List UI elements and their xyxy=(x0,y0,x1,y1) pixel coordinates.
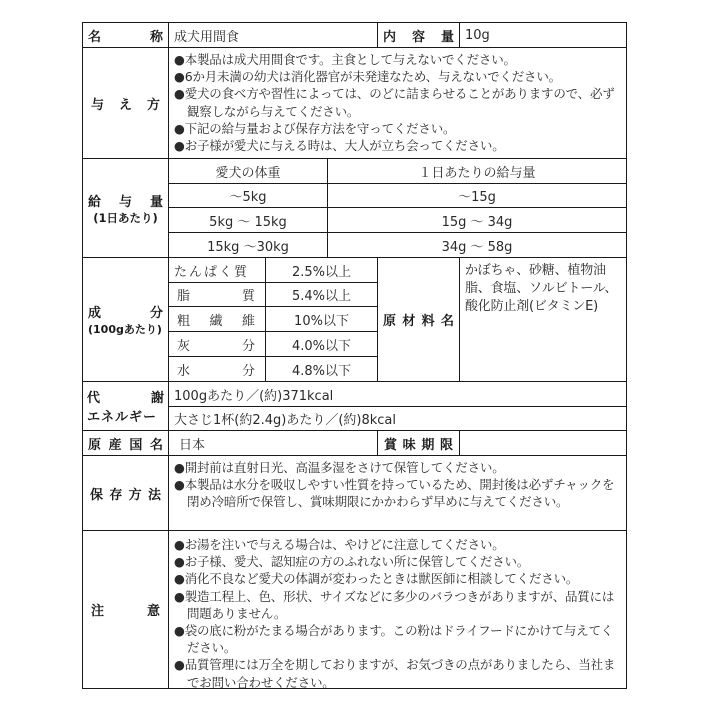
nutrient-value: 10%以下 xyxy=(266,307,378,332)
weight-cell: ～5kg xyxy=(169,184,328,208)
caution-label xyxy=(83,531,169,688)
label-char: 注 xyxy=(91,604,105,619)
label-char: 称 xyxy=(149,29,163,45)
feeding-method-item: ●下記の給与量および保存方法を守ってください。 xyxy=(174,120,456,136)
amount-header: １日あたりの給与量 xyxy=(328,159,626,184)
label-char: 保 xyxy=(90,487,104,503)
caution-item: ●製造工程上、色、形状、サイズなどに多少のバラつきがありますが、品質には問題ありません。 xyxy=(174,588,615,621)
content-label xyxy=(378,23,460,48)
storage-label xyxy=(83,456,169,531)
nutrient-name-char: 脂 xyxy=(177,289,191,304)
caution-list xyxy=(169,531,626,688)
label-char: 方 xyxy=(146,97,160,113)
caution-item: ●消化不良など愛犬の体調が変わったときは獣医師に相談してください。 xyxy=(174,571,579,587)
energy-row: 大さじ1杯(約2.4g)あたり／(約)8kcal xyxy=(169,407,626,431)
nutrient-name-char: 質 xyxy=(241,289,255,304)
label-char: 期 xyxy=(421,437,435,453)
label-char: 限 xyxy=(439,437,453,453)
label-char: 量 xyxy=(149,194,163,210)
nutrient-name xyxy=(169,258,266,283)
feeding-amount-label xyxy=(83,159,169,258)
name-value: 成犬用間食 xyxy=(169,23,378,48)
caution-item: ●お子様、愛犬、認知症の方のふれない所に保管してください。 xyxy=(174,554,530,570)
label-char: 名 xyxy=(88,29,102,45)
label-char: 意 xyxy=(146,604,160,619)
weight-cell: 15kg ～30kg xyxy=(169,233,328,258)
label-char: 分 xyxy=(149,306,163,321)
caution-item: ●品質管理には万全を期しておりますが、お気づきの点がありましたら、当社までお問い合わせください。 xyxy=(174,657,616,688)
energy-label-line2: エネルギー xyxy=(87,410,158,425)
label-char: 名 xyxy=(440,314,454,329)
nutrient-name-char: 維 xyxy=(241,313,255,329)
label-char: 材 xyxy=(402,314,416,329)
nutrient-value: 5.4%以上 xyxy=(266,283,378,307)
nutrient-name-char: 繊 xyxy=(209,313,223,329)
energy-row: 100gあたり／(約)371kcal xyxy=(169,382,626,407)
label-char: え xyxy=(118,97,132,113)
energy-label-line1 xyxy=(87,387,164,406)
feeding-method-label xyxy=(83,48,169,159)
nutrient-name-char: 分 xyxy=(241,338,255,354)
label-char: 給 xyxy=(88,194,102,210)
nutrient-name-char: 分 xyxy=(241,363,255,379)
nutrient-name-char: 粗 xyxy=(177,313,191,329)
label-char: 方 xyxy=(128,487,142,503)
feeding-method-item: ●6か月未満の幼犬は消化器官が未発達なため、与えないでください。 xyxy=(174,69,561,85)
feeding-amount-sublabel: (1日あたり) xyxy=(93,210,158,225)
label-char: 産 xyxy=(108,437,122,453)
expiry-value xyxy=(460,431,626,456)
amount-cell: 15g ～ 34g xyxy=(328,208,626,233)
storage-item: ●本製品は水分を吸収しやすい性質を持っているため、開封後は必ずチャックを閉め冷暗所で保管し、賞味期限にかかわらず早めに与えてください。 xyxy=(174,477,615,510)
feeding-amount-title xyxy=(88,191,163,210)
caution-item: ●お湯を注いで与える場合は、やけどに注意してください。 xyxy=(174,537,505,552)
label-char: 国 xyxy=(129,437,143,453)
nutrient-name xyxy=(169,357,266,382)
label-char: 原 xyxy=(383,314,397,329)
expiry-label xyxy=(378,431,460,456)
feeding-method-list xyxy=(169,48,626,159)
label-char: 与 xyxy=(91,97,105,113)
nutrient-value: 4.0%以下 xyxy=(266,332,378,357)
nutrient-value: 2.5%以上 xyxy=(266,258,378,283)
nutrient-name-text: たんぱく質 xyxy=(174,264,250,280)
label-char: 成 xyxy=(88,306,102,321)
weight-cell: 5kg ～ 15kg xyxy=(169,208,328,233)
label-char: 料 xyxy=(421,314,435,329)
nutrient-name-char: 灰 xyxy=(177,338,191,354)
label-char: 味 xyxy=(402,437,416,453)
origin-value: 日本 xyxy=(169,431,378,456)
storage-item: ●開封前は直射日光、高温多湿をさけて保管してください。 xyxy=(174,460,505,475)
caution-item: ●袋の底に粉がたまる場合があります。この粉はドライフードにかけて与えてください。 xyxy=(174,623,614,656)
energy-label xyxy=(83,382,169,431)
nutrient-value: 4.8%以下 xyxy=(266,357,378,382)
ingredients-label xyxy=(378,258,460,382)
weight-header: 愛犬の体重 xyxy=(169,159,328,184)
label-char: 存 xyxy=(109,487,123,503)
nutrient-name xyxy=(169,283,266,307)
label-char: 法 xyxy=(147,487,161,503)
product-info-table xyxy=(82,22,627,689)
label-char: 与 xyxy=(118,194,132,210)
composition-sublabel: (100gあたり) xyxy=(88,323,162,336)
composition-label xyxy=(83,258,169,382)
label-char: 名 xyxy=(149,437,163,453)
label-char: 原 xyxy=(88,437,102,453)
origin-label xyxy=(83,431,169,456)
nutrient-name xyxy=(169,332,266,357)
content-value: 10g xyxy=(460,23,626,48)
amount-cell: ～15g xyxy=(328,184,626,208)
label-char: 代 xyxy=(87,391,101,406)
label-char: 賞 xyxy=(384,437,398,453)
label-char: 量 xyxy=(440,29,454,45)
amount-cell: 34g ～ 58g xyxy=(328,233,626,258)
composition-title xyxy=(88,302,163,321)
feeding-method-item: ●愛犬の食べ方や習性によっては、のどに詰まらせることがありますので、必ず観察しながら与えてください。 xyxy=(174,86,615,119)
label-char: 謝 xyxy=(150,391,164,406)
nutrient-name-char: 水 xyxy=(177,363,191,379)
label-char: 容 xyxy=(411,29,425,45)
storage-list xyxy=(169,456,626,531)
feeding-method-item: ●お子様が愛犬に与える時は、大人が立ち会ってください。 xyxy=(174,138,505,154)
label-char: 内 xyxy=(383,29,397,45)
feeding-method-item: ●本製品は成犬用間食です。主食として与えないでください。 xyxy=(174,52,516,67)
nutrient-name xyxy=(169,307,266,332)
name-label xyxy=(83,23,169,48)
ingredients-value: かぼちゃ、砂糖、植物油脂、食塩、ソルビトール、酸化防止剤(ビタミンE) xyxy=(460,258,626,382)
